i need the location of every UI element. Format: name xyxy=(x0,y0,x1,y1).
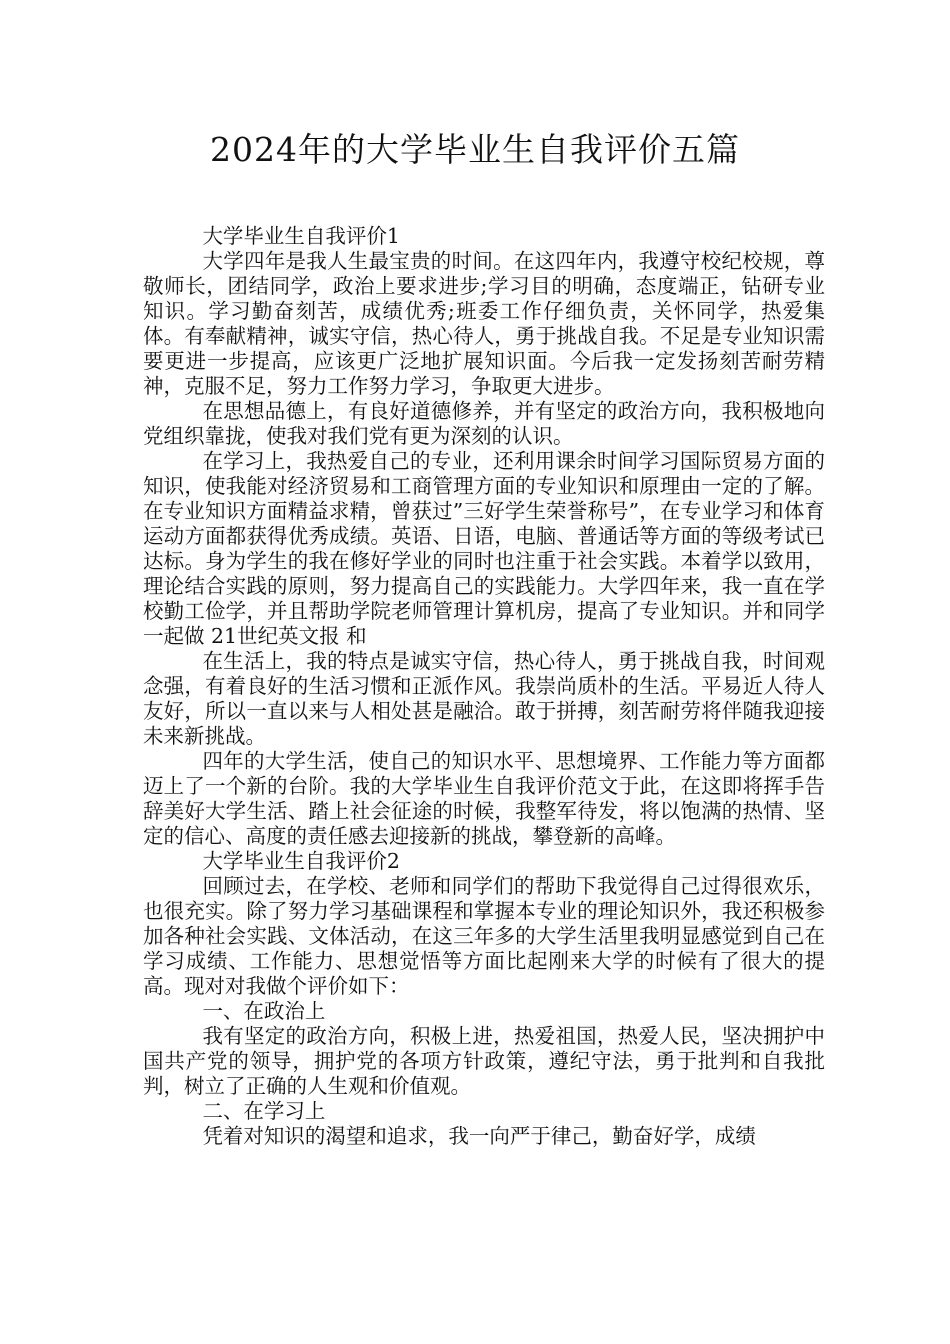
section-heading-2: 大学毕业生自我评价2 xyxy=(202,849,400,873)
document-title: 2024年的大学毕业生自我评价五篇 xyxy=(210,130,740,169)
body-paragraph: 在学习上，我热爱自己的专业，还利用课余时间学习国际贸易方面的知识，使我能对经济贸易和工商管理方面的专业知识和原理由一定的了解。在专业知识方面精益求精，曾获过”三好学生荣誉称号”，在专业学习和体育运动方面都获得优秀成绩。英语、日语，电脑、普通话等方面的等级考试已达标。身为学生的我在修好学业的同时也注重于社会实践。本着学以致用，理论结合实践的原则，努力提高自己的实践能力。大学四年来，我一直在学校勤工俭学，并且帮助学院老师管理计算机房，提高了专业知识。并和同学一起做 21世纪英文报 和 xyxy=(143,449,825,648)
body-paragraph: 大学四年是我人生最宝贵的时间。在这四年内，我遵守校纪校规，尊敬师长，团结同学，政治上要求进步;学习目的明确，态度端正，钻研专业知识。学习勤奋刻苦，成绩优秀;班委工作仔细负责，关怀同学，热爱集体。有奉献精神，诚实守信，热心待人，勇于挑战自我。不足是专业知识需要更进一步提高，应该更广泛地扩展知识面。今后我一定发扬刻苦耐劳精神，克服不足，努力工作努力学习，争取更大进步。 xyxy=(143,249,825,398)
body-paragraph: 四年的大学生活，使自己的知识水平、思想境界、工作能力等方面都迈上了一个新的台阶。我的大学毕业生自我评价范文于此，在这即将挥手告辞美好大学生活、踏上社会征途的时候，我整军待发，将以饱满的热情、坚定的信心、高度的责任感去迎接新的挑战，攀登新的高峰。 xyxy=(143,749,825,848)
body-paragraph: 在生活上，我的特点是诚实守信，热心待人，勇于挑战自我，时间观念强，有着良好的生活习惯和正派作风。我崇尚质朴的生活。平易近人待人友好，所以一直以来与人相处甚是融洽。敢于拼搏，刻苦耐劳将伴随我迎接未来新挑战。 xyxy=(143,649,825,748)
section-heading-1: 大学毕业生自我评价1 xyxy=(202,224,400,248)
body-paragraph: 凭着对知识的渴望和追求，我一向严于律己，勤奋好学，成绩 xyxy=(202,1124,756,1148)
body-paragraph: 回顾过去，在学校、老师和同学们的帮助下我觉得自己过得很欢乐，也很充实。除了努力学习基础课程和掌握本专业的理论知识外，我还积极参加各种社会实践、文体活动，在这三年多的大学生活里我明显感觉到自己在学习成绩、工作能力、思想觉悟等方面比起刚来大学的时候有了很大的提高。现对对我做个评价如下： xyxy=(143,874,825,998)
document-body xyxy=(143,224,825,1149)
body-paragraph: 在思想品德上，有良好道德修养，并有坚定的政治方向，我积极地向党组织靠拢，使我对我们党有更为深刻的认识。 xyxy=(143,399,825,448)
subheading-study: 二、在学习上 xyxy=(202,1099,326,1123)
body-paragraph: 我有坚定的政治方向，积极上进，热爱祖国，热爱人民，坚决拥护中国共产党的领导，拥护党的各项方针政策，遵纪守法，勇于批判和自我批判，树立了正确的人生观和价值观。 xyxy=(143,1024,825,1098)
subheading-politics: 一、在政治上 xyxy=(202,999,326,1023)
